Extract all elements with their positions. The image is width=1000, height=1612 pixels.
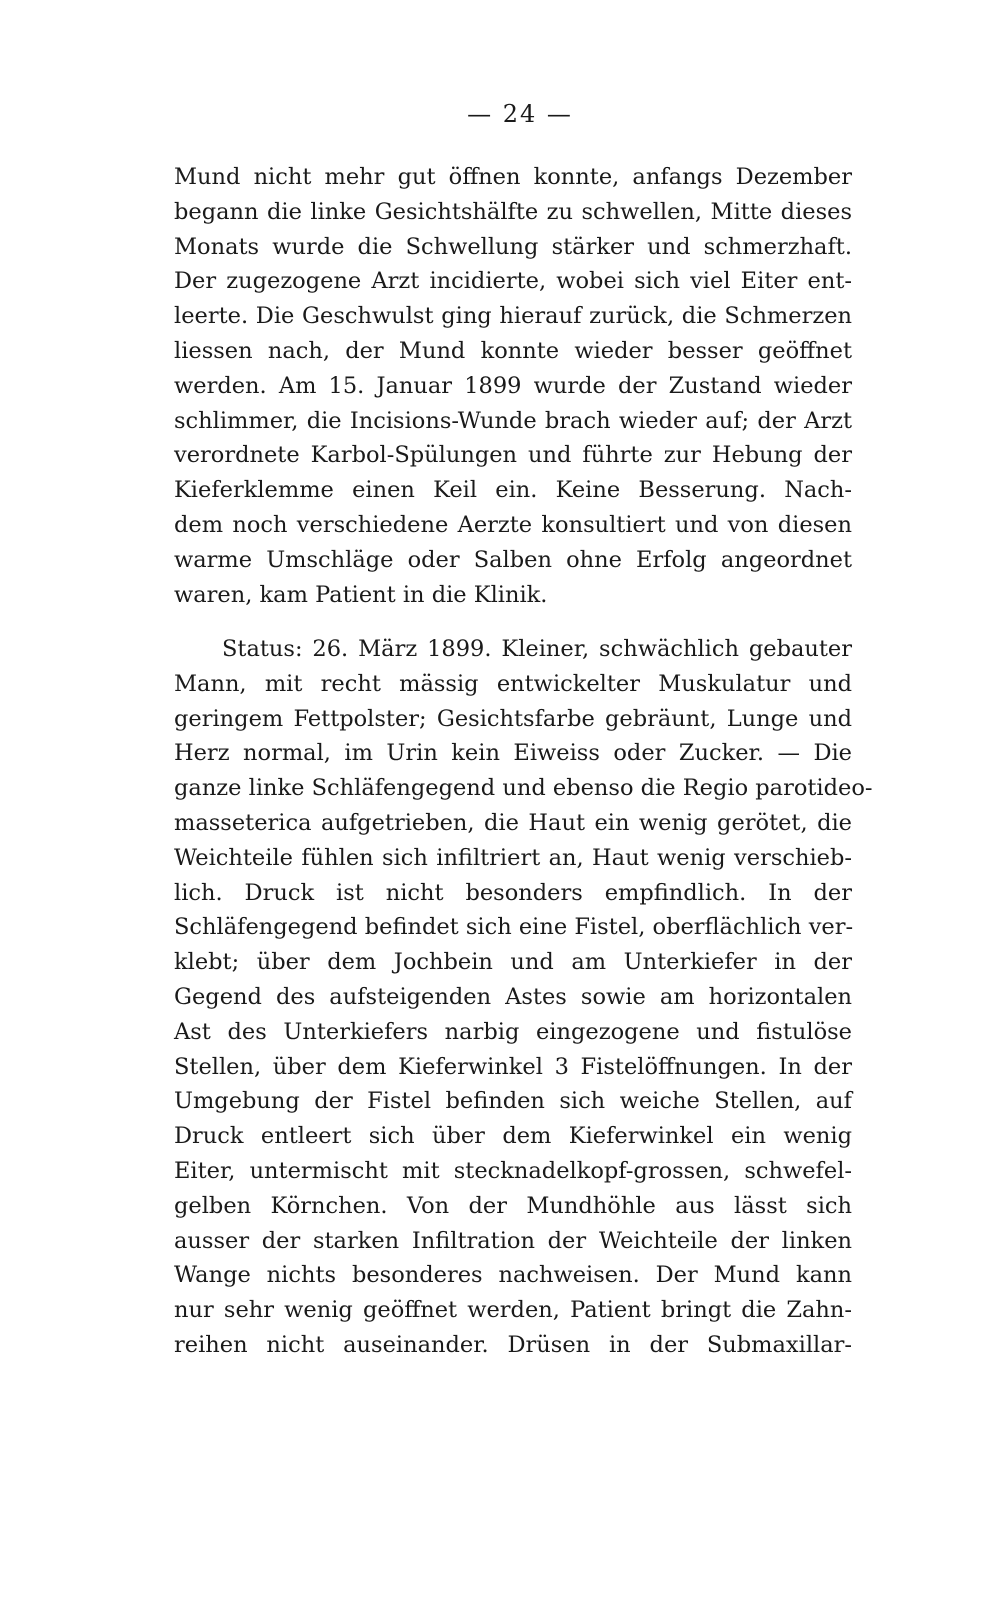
text-line: Gegend des aufsteigenden Astes sowie am horizontalen: [174, 983, 852, 1010]
text-line: masseterica aufgetrieben, die Haut ein wenig gerötet, die: [174, 809, 852, 836]
text-line: Kieferklemme einen Keil ein. Keine Besserung. Nach-: [174, 477, 852, 504]
text-line: gelben Körnchen. Von der Mundhöhle aus lässt sich: [174, 1192, 852, 1219]
text-line: ganze linke Schläfengegend und ebenso die Regio parotideo-: [174, 775, 873, 802]
text-line: reihen nicht auseinander. Drüsen in der Submaxillar-: [174, 1331, 852, 1358]
text-line: Mann, mit recht mässig entwickelter Muskulatur und: [174, 670, 852, 697]
text-line: verordnete Karbol-Spülungen und führte zur Hebung der: [174, 442, 852, 469]
text-line: ausser der starken Infiltration der Weichteile der linken: [174, 1227, 852, 1254]
text-line: Eiter, untermischt mit stecknadelkopf-grossen, schwefel-: [174, 1157, 852, 1184]
text-line: dem noch verschiedene Aerzte konsultiert und von diesen: [174, 511, 852, 538]
text-line: Mund nicht mehr gut öffnen konnte, anfangs Dezember: [174, 164, 852, 190]
text-line: Stellen, über dem Kieferwinkel 3 Fistelöffnungen. In der: [174, 1053, 852, 1080]
text-line: nur sehr wenig geöffnet werden, Patient bringt die Zahn-: [174, 1297, 852, 1324]
text-line: klebt; über dem Jochbein und am Unterkiefer in der: [174, 949, 852, 976]
text-line: Ast des Unterkiefers narbig eingezogene und fistulöse: [174, 1018, 852, 1045]
text-line: Status: 26. März 1899. Kleiner, schwächlich gebauter: [222, 636, 852, 662]
text-line: leerte. Die Geschwulst ging hierauf zurück, die Schmerzen: [174, 303, 852, 330]
text-line: Monats wurde die Schwellung stärker und schmerzhaft.: [174, 233, 852, 260]
text-line: Schläfengegend befindet sich eine Fistel, oberflächlich ver-: [174, 914, 854, 941]
text-line: Herz normal, im Urin kein Eiweiss oder Zucker. — Die: [174, 740, 852, 767]
text-line: Druck entleert sich über dem Kieferwinkel ein wenig: [174, 1123, 852, 1150]
text-line: waren, kam Patient in die Klinik.: [174, 581, 548, 608]
text-line: Der zugezogene Arzt incidierte, wobei sich viel Eiter ent-: [174, 268, 852, 295]
text-line: Weichteile fühlen sich infiltriert an, Haut wenig verschieb-: [174, 844, 852, 871]
text-line: geringem Fettpolster; Gesichtsfarbe gebräunt, Lunge und: [174, 705, 852, 732]
paragraph-2: [174, 632, 873, 1363]
text-line: Wange nichts besonderes nachweisen. Der Mund kann: [174, 1262, 852, 1289]
text-line: schlimmer, die Incisions-Wunde brach wieder auf; der Arzt: [174, 407, 852, 434]
text-line: werden. Am 15. Januar 1899 wurde der Zustand wieder: [174, 372, 852, 399]
text-line: warme Umschläge oder Salben ohne Erfolg angeordnet: [174, 546, 852, 573]
text-line: liessen nach, der Mund konnte wieder besser geöffnet: [174, 337, 852, 364]
text-line: begann die linke Gesichtshälfte zu schwellen, Mitte dieses: [174, 198, 852, 225]
text-line: Umgebung der Fistel befinden sich weiche Stellen, auf: [174, 1088, 852, 1115]
text-line: lich. Druck ist nicht besonders empfindlich. In der: [174, 879, 852, 906]
page-number: — 24 —: [467, 100, 573, 128]
paragraph-1: [174, 160, 852, 612]
